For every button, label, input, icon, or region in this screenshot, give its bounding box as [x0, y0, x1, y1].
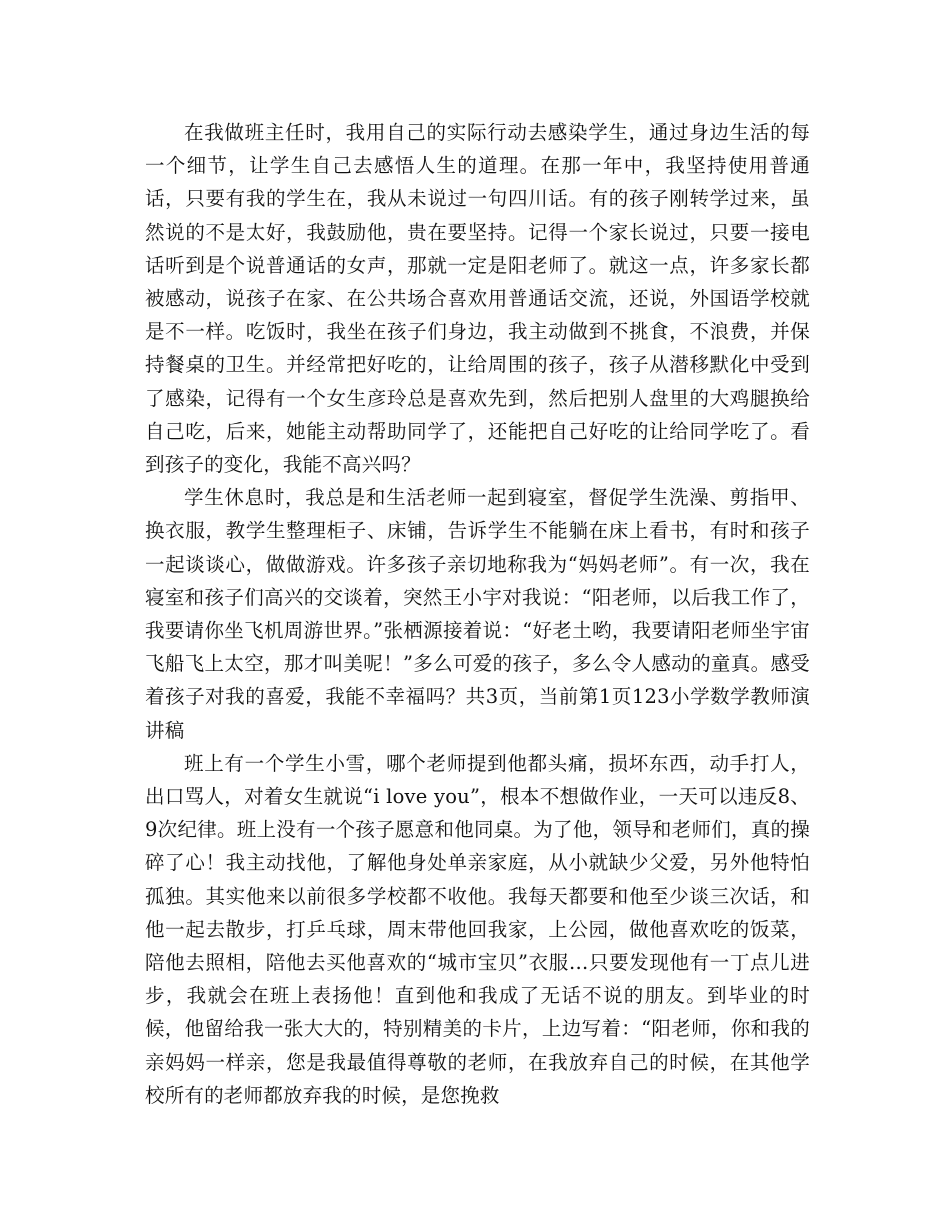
paragraph-2: 学生休息时，我总是和生活老师一起到寝室，督促学生洗澡、剪指甲、换衣服，教学生整理柜子、床铺，告诉学生不能躺在床上看书，有时和孩子一起谈谈心，做做游戏。许多孩子亲切地称我为“妈妈老师”。有一次，我在寝室和孩子们高兴的交谈着，突然王小宇对我说：“阳老师，以后我工作了，我要请你坐飞机周游世界。”张栖源接着说：“好老土哟，我要请阳老师坐宇宙飞船飞上太空，那才叫美呢！”多么可爱的孩子，多么令人感动的童真。感受着孩子对我的喜爱，我能不幸福吗？共3页，当前第1页123小学数学教师演讲稿	[145, 486, 810, 742]
document-body	[145, 116, 810, 1112]
paragraph-1: 在我做班主任时，我用自己的实际行动去感染学生，通过身边生活的每一个细节，让学生自己去感悟人生的道理。在那一年中，我坚持使用普通话，只要有我的学生在，我从未说过一句四川话。有的孩子刚转学过来，虽然说的不是太好，我鼓励他，贵在要坚持。记得一个家长说过，只要一接电话听到是个说普通话的女声，那就一定是阳老师了。就这一点，许多家长都被感动，说孩子在家、在公共场合喜欢用普通话交流，还说，外国语学校就是不一样。吃饭时，我坐在孩子们身边，我主动做到不挑食，不浪费，并保持餐桌的卫生。并经常把好吃的，让给周围的孩子，孩子从潜移默化中受到了感染，记得有一个女生彦玲总是喜欢先到，然后把别人盘里的大鸡腿换给自己吃，后来，她能主动帮助同学了，还能把自己好吃的让给同学吃了。看到孩子的变化，我能不高兴吗？	[145, 121, 810, 477]
paragraph-3: 班上有一个学生小雪，哪个老师提到他都头痛，损坏东西，动手打人，出口骂人，对着女生就说“i love you”，根本不想做作业，一天可以违反8、9次纪律。班上没有一个孩子愿意和他同桌。为了他，领导和老师们，真的操碎了心！我主动找他，了解他身处单亲家庭，从小就缺少父爱，另外他特怕孤独。其实他来以前很多学校都不收他。我每天都要和他至少谈三次话，和他一起去散步，打乒乓球，周末带他回我家，上公园，做他喜欢吃的饭菜，陪他去照相，陪他去买他喜欢的“城市宝贝”衣服…只要发现他有一丁点儿进步，我就会在班上表扬他！直到他和我成了无话不说的朋友。到毕业的时候，他留给我一张大大的，特别精美的卡片，上边写着：“阳老师，你和我的亲妈妈一样亲，您是我最值得尊敬的老师，在我放弃自己的时候，在其他学校所有的老师都放弃我的时候，是您挽救	[145, 751, 810, 1107]
